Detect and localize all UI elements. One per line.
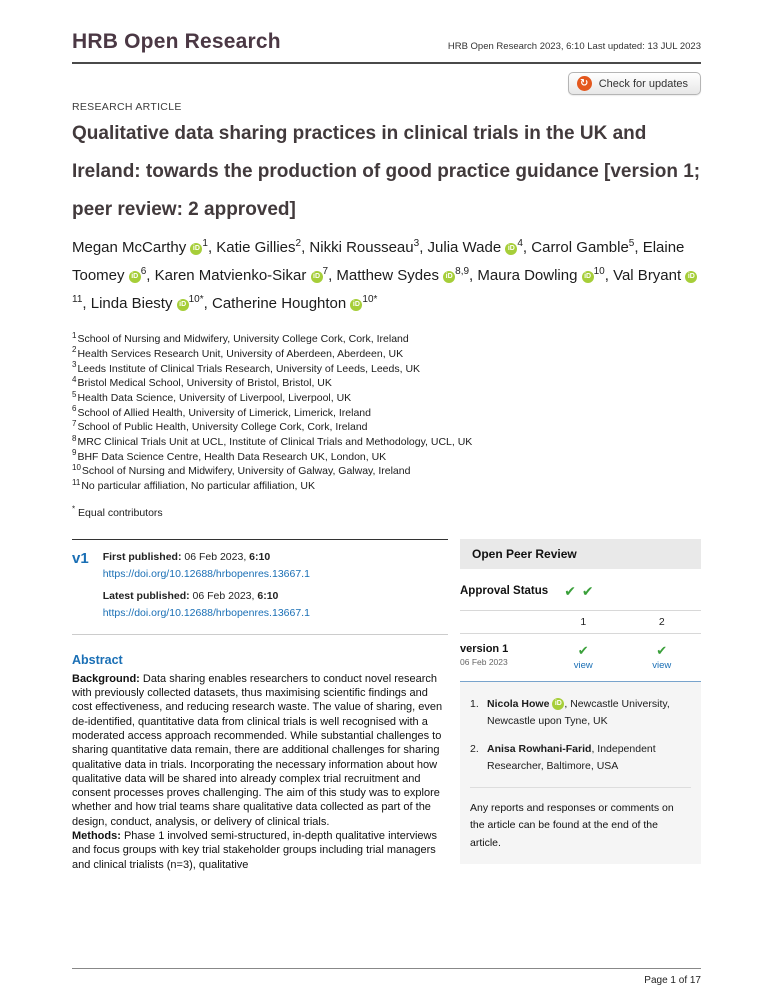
reviewer-info: Nicola Howe iD , Newcastle University, Newcastle upon Tyne, UK (487, 697, 670, 727)
author-affiliation-sup: 10* (362, 293, 378, 305)
author-affiliation-sup: 6 (140, 265, 147, 277)
first-doi-link[interactable]: https://doi.org/10.12688/hrbopenres.13667.1 (102, 567, 310, 580)
author-affiliation-sup: 10* (188, 293, 204, 305)
author-name[interactable]: Matthew Sydes (336, 266, 439, 284)
review-cell-1 (544, 643, 623, 671)
crossmark-icon: ↻ (577, 76, 592, 91)
latest-published-label: Latest published: (102, 590, 190, 603)
equal-note-text: Equal contributors (78, 506, 163, 519)
affiliation: $^9$BHF Data Science Centre, Health Data Research UK, London, UK (72, 448, 387, 463)
main-column (72, 539, 448, 872)
equal-marker: * (72, 504, 76, 514)
approval-table (460, 610, 701, 682)
author-affiliation-sup: 1 (202, 238, 208, 249)
affiliation: $^3$Leeds Institute of Clinical Trials Research, University of Leeds, Leeds, UK (72, 360, 421, 375)
peer-review-note: Any reports and responses or comments on the article can be found at the end of the article. (470, 787, 691, 852)
affiliation: $^5$Health Data Science, University of Liverpool, Liverpool, UK (72, 389, 352, 404)
affiliation: $^2$Health Services Research Unit, University of Aberdeen, Aberdeen, UK (72, 345, 404, 360)
latest-published-date: 06 Feb 2023, (192, 590, 255, 603)
first-published-row (103, 550, 310, 566)
author-name[interactable]: Val Bryant (613, 266, 682, 284)
author-name[interactable]: Elaine Toomey (72, 239, 685, 284)
abstract-heading: Abstract (72, 652, 123, 667)
abstract-paragraph: Methods: Phase 1 involved semi-structured, in-depth qualitative interviews and focus groups with key trial stakeholder groups including trial managers and clinical trialists (n=3), qualitative (72, 830, 437, 871)
reviewer (470, 741, 691, 775)
abstract-section-label: Methods: (72, 830, 121, 843)
version-rows (103, 550, 310, 622)
affiliation: $^1$School of Nursing and Midwifery, University College Cork, Cork, Ireland (72, 330, 409, 346)
review-column-1: 1 (580, 615, 587, 628)
orcid-icon[interactable]: iD (443, 271, 455, 283)
author-affiliation-sup: 5 (628, 238, 635, 249)
approval-table-header-spacer (460, 617, 544, 627)
version-row-label[interactable]: version 1 (460, 642, 509, 655)
author-affiliation-sup: 11 (72, 293, 83, 305)
orcid-icon[interactable]: iD (685, 271, 697, 283)
approval-status-label: Approval Status (460, 585, 549, 598)
orcid-icon[interactable]: iD (505, 243, 517, 255)
article-type-label: RESEARCH ARTICLE (72, 101, 182, 113)
author-name[interactable]: Katie Gillies (216, 239, 296, 256)
check-icon: ✔ (564, 582, 576, 599)
latest-published-issue: 6:10 (257, 590, 279, 603)
author-name[interactable]: Linda Biesty (90, 294, 173, 312)
author-affiliation-sup: 10 (593, 265, 605, 277)
reviewer-info: Anisa Rowhani-Farid, Independent Researcher, Baltimore, USA (487, 743, 656, 773)
equal-contributors-note (72, 504, 701, 519)
open-peer-review-panel (460, 539, 701, 864)
check-updates-label: Check for updates (598, 77, 688, 90)
author-list: Megan McCarthy iD $^1$, Katie Gillies$^2$, Nikki Rousseau$^3$, Julia Wade iD $^4$, Carrol Gamble$^5$, Elaine Toomey iD $^6$, Karen Matvienko-Sikar iD $^7$, Matthew Sydes iD $^{8,9}$, Maura Dowling iD $^{10}$, Val Bryant $iD^{11}$, Linda Biesty iD $^{10*}$, Catherine Houghton iD $^{10*}$ (72, 234, 701, 317)
check-icon: ✔ (577, 642, 589, 658)
affiliation: $^{10}$School of Nursing and Midwifery, University of Galway, Galway, Ireland (72, 462, 411, 478)
view-report-link-1[interactable]: view (573, 659, 593, 671)
affiliation: $^7$School of Public Health, University College Cork, Cork, Ireland (72, 418, 368, 434)
approval-table-header (460, 611, 701, 634)
abstract-paragraph: Background: Data sharing enables researchers to conduct novel research with previously collected datasets, thus maximising scientific findings and cost effectiveness, and reducing research waste. The value of sharing, even de-identified, quantitative data from clinical trials is well recognised with a moderated access approach recommended. While substantial challenges to sharing quantitative data remain, there are additional challenges for sharing qualitative data in trials. Incorporating the necessary information about how qualitative data will be shared into already complex trial recruitment and consent processes proves challenging. The aim of this study was to explore whether and how trial teams share qualitative data collected as part of the design, conduct, analysis, or delivery of clinical trials. (72, 672, 443, 828)
reviewer-name[interactable]: Anisa Rowhani-Farid (487, 743, 592, 756)
orcid-icon[interactable]: iD (177, 299, 189, 311)
journal-title[interactable]: HRB Open Research (72, 30, 281, 53)
version-row-date: 06 Feb 2023 (460, 656, 508, 667)
check-icon: ✔ (656, 642, 668, 658)
author-affiliation-sup: 3 (413, 238, 420, 249)
citation-line: HRB Open Research 2023, 6:10 Last updated: 13 JUL 2023 (447, 41, 701, 52)
orcid-icon[interactable]: iD (190, 243, 202, 255)
version-row (460, 634, 701, 682)
abstract-section-label: Background: (72, 672, 140, 685)
author-name[interactable]: Megan McCarthy (72, 239, 187, 256)
author-affiliation-sup: 7 (322, 265, 329, 277)
first-published-label: First published: (102, 550, 182, 563)
version-row-label-cell (460, 643, 544, 667)
reviewer-number: 2. (470, 743, 479, 756)
approval-checks (564, 583, 599, 600)
check-icon: ✔ (581, 582, 594, 599)
approval-status-row (460, 569, 701, 610)
author-name[interactable]: Maura Dowling (477, 266, 578, 284)
latest-published-row (103, 589, 310, 605)
author-name[interactable]: Nikki Rousseau (309, 239, 414, 256)
page-number: Page 1 of 17 (644, 975, 701, 986)
author-name[interactable]: Karen Matvienko-Sikar (154, 266, 307, 284)
page-footer (72, 968, 701, 986)
orcid-icon[interactable]: iD (350, 299, 362, 311)
author-name[interactable]: Catherine Houghton (211, 294, 347, 312)
author-affiliation-sup: 2 (295, 238, 302, 249)
article-title: Qualitative data sharing practices in clinical trials in the UK and Ireland: towards the production of good practice guidance [version 1; peer review: 2 approved] (72, 123, 701, 220)
first-published-date: 06 Feb 2023, (184, 550, 247, 563)
affiliation: $^8$MRC Clinical Trials Unit at UCL, Institute of Clinical Trials and Methodology, UCL, UK (72, 433, 473, 449)
abstract-section (72, 653, 448, 872)
reviewer (470, 696, 691, 730)
review-cell-2 (623, 643, 702, 671)
author-name[interactable]: Carrol Gamble (531, 239, 629, 256)
reviewer-number: 1. (470, 697, 479, 710)
abstract-body (72, 672, 448, 872)
orcid-icon[interactable]: iD (129, 271, 141, 283)
review-column-2: 2 (658, 615, 665, 628)
first-published-issue: 6:10 (249, 550, 271, 563)
affiliation: $^6$School of Allied Health, University of Limerick, Limerick, Ireland (72, 404, 371, 419)
content-columns (72, 539, 701, 872)
affiliation: $^4$Bristol Medical School, University of Bristol, Bristol, UK (72, 374, 332, 390)
affiliation-list (72, 332, 701, 494)
version-history (72, 539, 448, 635)
reviewer-name[interactable]: Nicola Howe (487, 697, 550, 710)
orcid-icon[interactable]: iD (311, 271, 323, 283)
peer-review-lower (460, 682, 701, 864)
peer-review-title: Open Peer Review (460, 539, 701, 569)
orcid-icon[interactable]: iD (552, 698, 564, 710)
latest-doi-link[interactable]: https://doi.org/10.12688/hrbopenres.13667.1 (102, 607, 310, 620)
author-affiliation-sup: 4 (517, 238, 523, 249)
author-affiliation-sup: 8,9 (455, 265, 470, 277)
reviewer-list (470, 696, 691, 775)
affiliation: $^{11}$No particular affiliation, No particular affiliation, UK (72, 477, 315, 493)
check-updates-button[interactable] (568, 72, 701, 95)
author-name[interactable]: Julia Wade (427, 239, 502, 256)
version-label[interactable]: v1 (72, 549, 89, 567)
view-report-link-2[interactable]: view (652, 659, 672, 671)
updates-row (72, 72, 701, 95)
masthead (72, 30, 701, 64)
orcid-icon[interactable]: iD (582, 271, 594, 283)
